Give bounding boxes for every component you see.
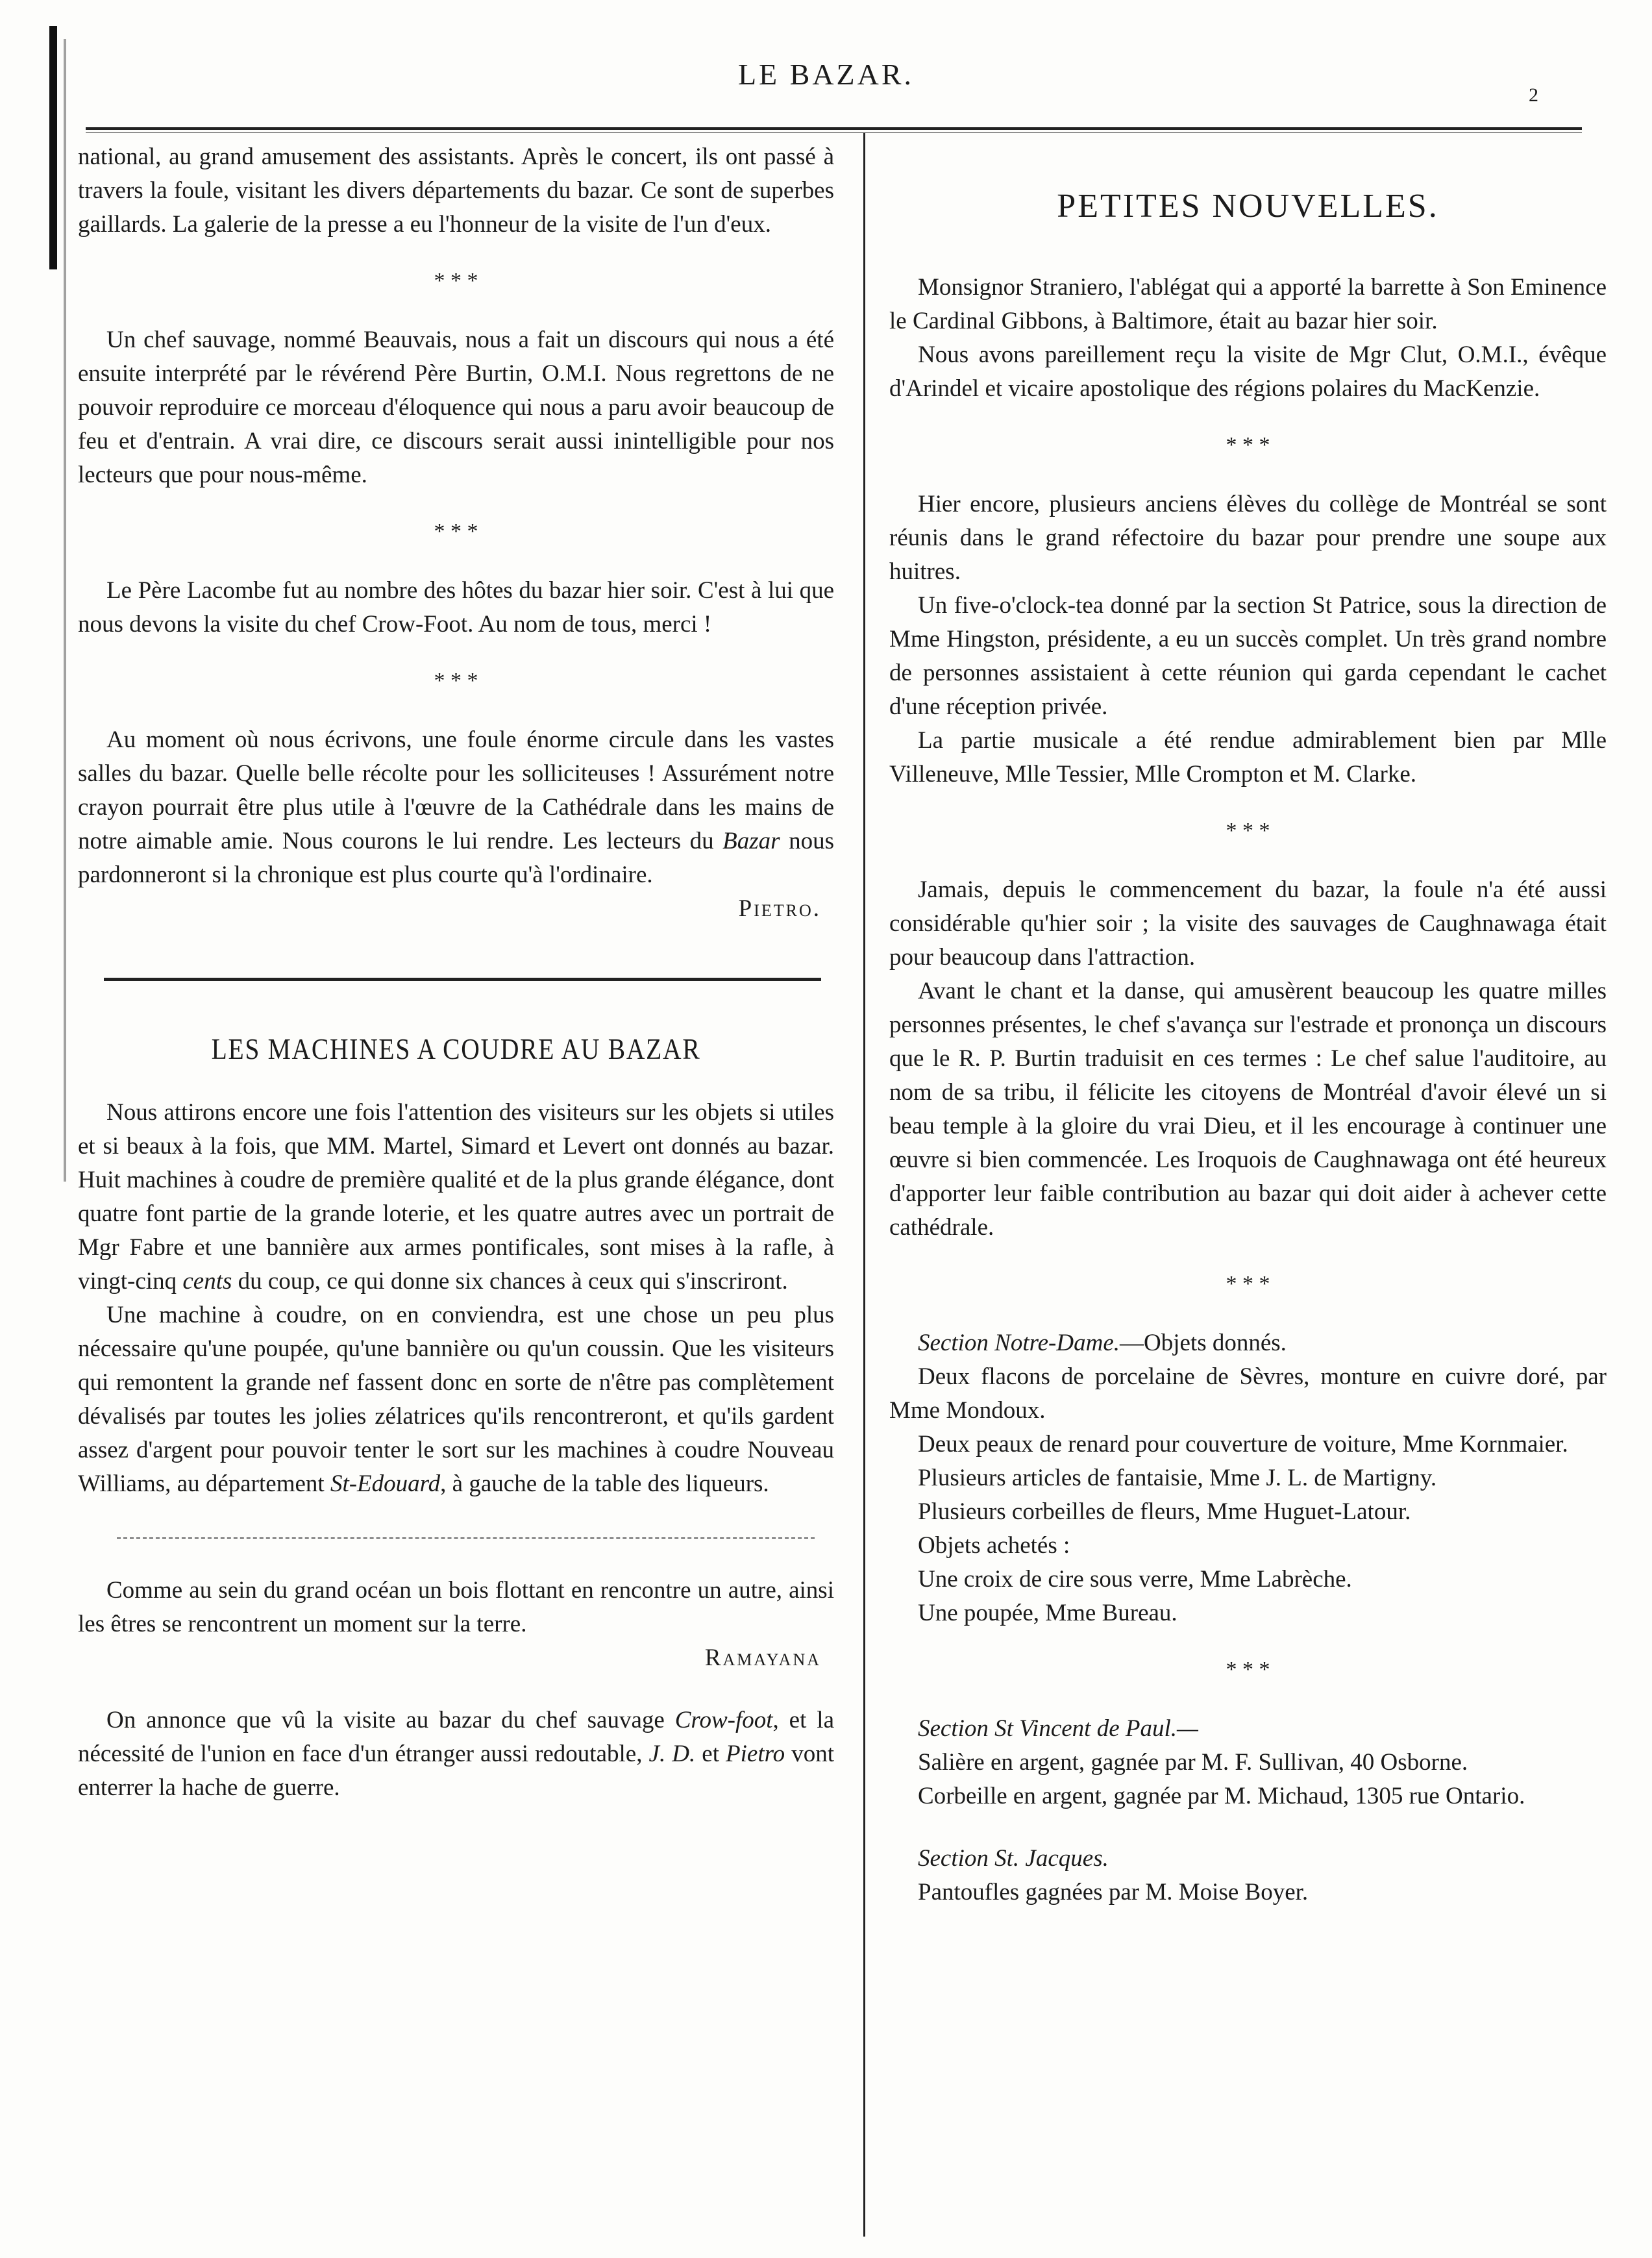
signature-ramayana: Ramayana xyxy=(704,1644,821,1671)
asterism-ornament: * * * xyxy=(434,519,478,543)
section-st-vincent-title xyxy=(889,1712,1607,1746)
list-item: Objets achetés : xyxy=(918,1532,1070,1559)
section-st-jacques-title xyxy=(889,1842,1607,1876)
asterism-ornament: * * * xyxy=(1226,819,1270,843)
spacer xyxy=(78,1675,834,1704)
news-partie-musicale: La partie musicale a été rendue admirablement bien par Mlle Villeneuve, Mlle Tessier, Mlle Crompton et M. Clarke. xyxy=(889,727,1607,788)
signature-pietro: Pietro. xyxy=(738,895,821,922)
text-run: Au moment où nous écrivons, une foule énorme circule dans les vastes salles du bazar. Quelle belle récolte pour les solliciteuses ! Assurément notre crayon pourrait être plus utile à l'œuvre de la Cathédrale dans les mains de notre aimable amie. Nous courons le lui rendre. Les lecteurs du xyxy=(78,726,834,854)
section-suffix: —Objets donnés. xyxy=(1120,1330,1287,1356)
section-rule xyxy=(104,978,821,981)
list-item: Deux flacons de porcelaine de Sèvres, monture en cuivre doré, par Mme Mondoux. xyxy=(889,1363,1607,1424)
list-item: Plusieurs corbeilles de fleurs, Mme Huguet-Latour. xyxy=(918,1498,1411,1525)
paragraph-beauvais: Un chef sauvage, nommé Beauvais, nous a fait un discours qui nous a été ensuite interprété par le révérend Père Burtin, O.M.I. Nous regrettons de ne pouvoir reproduire ce morceau d'éloquence qui nous a paru avoir beaucoup de feu et d'entrain. A vrai dire, ce discours serait aussi inintelligible pour nos lecteurs que pour nous-même. xyxy=(78,327,834,488)
right-column xyxy=(889,140,1607,1909)
italic-run: Bazar xyxy=(722,828,780,854)
page-number: 2 xyxy=(1529,84,1538,106)
header-rule-thin xyxy=(86,132,1582,133)
list-item: Corbeille en argent, gagnée par M. Michaud, 1305 rue Ontario. xyxy=(918,1783,1525,1809)
asterism-ornament: * * * xyxy=(1226,1272,1270,1296)
asterism-ornament: * * * xyxy=(1226,1657,1270,1681)
paragraph-lacombe: Le Père Lacombe fut au nombre des hôtes du bazar hier soir. C'est à lui que nous devons la visite du chef Crow-Foot. Au nom de tous, merci ! xyxy=(78,577,834,638)
spacer xyxy=(889,1813,1607,1842)
news-five-o-clock-tea: Un five-o'clock-tea donné par la section St Patrice, sous la direction de Mme Hingston, présidente, a eu un succès complet. Un très grand nombre de personnes assistaient à cette réunion qui garda cependant le cachet d'une réception privée. xyxy=(889,592,1607,720)
news-straniero: Monsignor Straniero, l'ablégat qui a apporté la barrette à Son Eminence le Cardinal Gibbons, à Baltimore, était au bazar hier soir. xyxy=(889,274,1607,334)
article-heading-petites-nouvelles: PETITES NOUVELLES. xyxy=(1057,188,1439,225)
news-caughnawaga: Jamais, depuis le commencement du bazar, la foule n'a été aussi considérable qu'hier soir ; la visite des sauvages de Caughnawaga était pour beaucoup dans l'attraction. xyxy=(889,876,1607,971)
text-run: vont enterrer la hache de guerre. xyxy=(78,1741,834,1801)
intro-paragraph: national, au grand amusement des assistants. Après le concert, ils ont passé à travers la foule, visitant les divers départements du bazar. Ce sont de superbes gaillards. La galerie de la presse a eu l'honneur de la visite de l'un d'eux. xyxy=(78,143,834,238)
news-clut: Nous avons pareillement reçu la visite de Mgr Clut, O.M.I., évêque d'Arindel et vicaire apostolique des régions polaires du MacKenzie. xyxy=(889,341,1607,402)
left-column xyxy=(78,140,834,1805)
binding-shadow xyxy=(64,39,66,1182)
section-rule-dashed xyxy=(117,1537,815,1539)
list-item: Deux peaux de renard pour couverture de voiture, Mme Kornmaier. xyxy=(918,1431,1568,1458)
italic-run: Pietro xyxy=(726,1741,785,1767)
text-run: et xyxy=(695,1741,726,1767)
italic-run: Crow-foot xyxy=(674,1707,773,1733)
list-item: Une croix de cire sous verre, Mme Labrèche. xyxy=(918,1566,1352,1593)
section-name: Section St. Jacques. xyxy=(918,1845,1109,1872)
text-run: , et la nécessité de l'union en face d'un étranger aussi redoutable, xyxy=(78,1707,834,1767)
paragraph-foule xyxy=(78,723,834,892)
list-item: Plusieurs articles de fantaisie, Mme J. L. de Martigny. xyxy=(918,1465,1437,1491)
section-name: Section St Vincent de Paul.— xyxy=(918,1715,1198,1742)
italic-run: J. D. xyxy=(648,1741,696,1767)
italic-run: St-Edouard xyxy=(330,1470,441,1497)
list-item: Une poupée, Mme Bureau. xyxy=(918,1600,1177,1626)
section-notre-dame-title xyxy=(889,1326,1607,1360)
asterism-ornament: * * * xyxy=(434,669,478,693)
ramayana-quote: Comme au sein du grand océan un bois flottant en rencontre un autre, ainsi les êtres se rencontrent un moment sur la terre. xyxy=(78,1577,834,1637)
text-run: nous pardonneront si la chronique est plus courte qu'à l'ordinaire. xyxy=(78,828,834,888)
list-item: Salière en argent, gagnée par M. F. Sullivan, 40 Osborne. xyxy=(918,1749,1468,1776)
news-discours-chef: Avant le chant et la danse, qui amusèrent beaucoup les quatre milles personnes présentes, le chef s'avança sur l'estrade et prononça un discours que le R. P. Burtin traduisit en ces termes : Le chef salue l'auditoire, au nom de sa tribu, il félicite les citoyens de Montréal d'avoir élevé un si beau temple à la gloire du vrai Dieu, et il les encourage à continuer une œuvre si bien commencée. Les Iroquois de Caughnawaga ont été heureux d'apporter leur faible contribution au bazar qui doit aider à achever cette cathédrale. xyxy=(889,978,1607,1241)
text-run: , à gauche de la table des liqueurs. xyxy=(440,1470,769,1497)
masthead-title: LE BAZAR. xyxy=(737,58,915,91)
column-divider xyxy=(863,133,865,2237)
section-name: Section Notre-Dame. xyxy=(918,1330,1120,1356)
asterism-ornament: * * * xyxy=(1226,433,1270,457)
italic-run: cents xyxy=(182,1268,232,1295)
news-college: Hier encore, plusieurs anciens élèves du collège de Montréal se sont réunis dans le grand réfectoire du bazar pour prendre une soupe aux huitres. xyxy=(889,491,1607,585)
text-run: Une machine à coudre, on en conviendra, est une chose un peu plus nécessaire qu'une poupée, qu'une bannière ou qu'un coussin. Que les visiteurs qui remontent la grande nef fassent donc en sorte de n'être pas complètement dévalisés par toutes les jolies zélatrices qu'ils rencontreront, et qu'ils gardent assez d'argent pour pouvoir tenter le sort sur les machines à coudre Nouveau Williams, au département xyxy=(78,1302,834,1497)
paragraph-hache xyxy=(78,1704,834,1805)
text-run: On annonce que vû la visite au bazar du chef sauvage xyxy=(106,1707,675,1733)
text-run: Nous attirons encore une fois l'attention des visiteurs sur les objets si utiles et si beaux à la fois, que MM. Martel, Simard et Levert ont donnés au bazar. Huit machines à coudre de première qualité et de la plus grande élégance, dont quatre font partie de la grande loterie, et les quatre autres avec un portrait de Mgr Fabre et une bannière aux armes pontificales, sont mises à la rafle, à vingt-cinq xyxy=(78,1099,835,1295)
article-heading-machines: LES MACHINES A COUDRE AU BAZAR xyxy=(211,1032,701,1065)
asterism-ornament: * * * xyxy=(434,269,478,293)
header-rule xyxy=(86,127,1582,130)
machines-paragraph-1 xyxy=(78,1096,834,1298)
text-run: du coup, ce qui donne six chances à ceux qui s'inscriront. xyxy=(232,1268,788,1295)
machines-paragraph-2 xyxy=(78,1298,834,1501)
list-item: Pantoufles gagnées par M. Moise Boyer. xyxy=(918,1879,1309,1905)
